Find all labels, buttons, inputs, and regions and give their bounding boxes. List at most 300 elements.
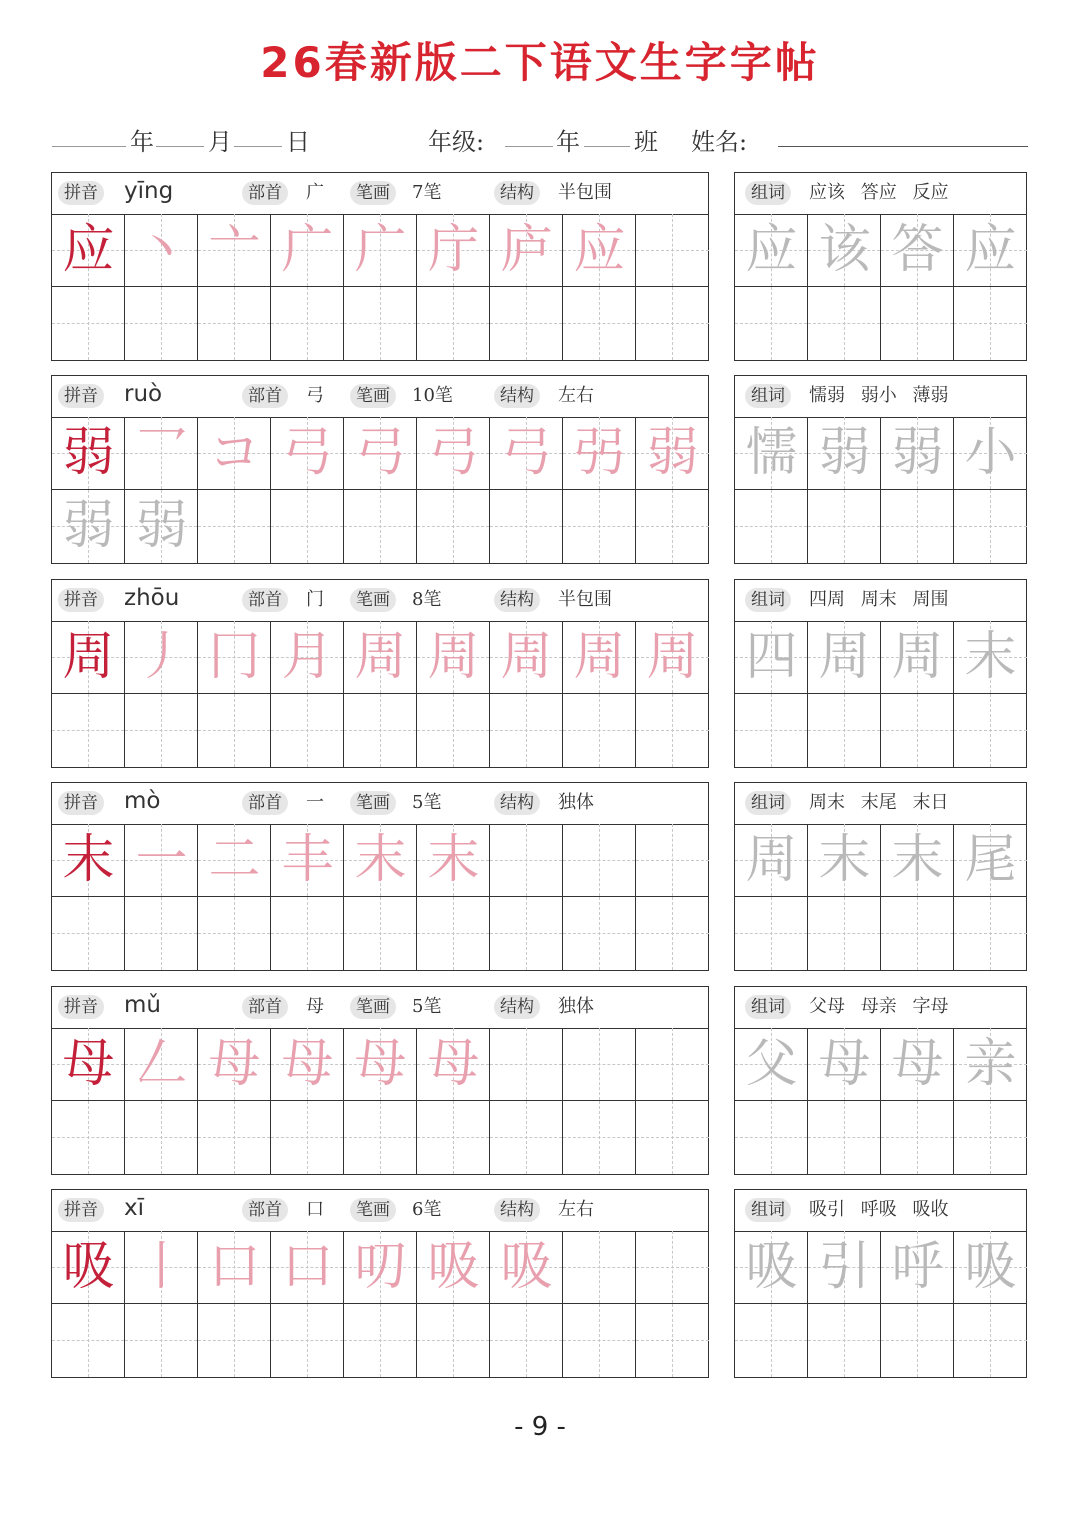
grid-cell[interactable] — [954, 287, 1027, 360]
char-block — [0, 1189, 1080, 1379]
radical-value: 门 — [306, 589, 324, 610]
grid-cell[interactable] — [198, 417, 271, 490]
grid-cell[interactable] — [636, 490, 709, 563]
word-trace-char: 该 — [818, 220, 871, 280]
word-box — [734, 782, 1027, 971]
grid-cell[interactable] — [954, 417, 1027, 490]
strokes-tag: 笔画 — [350, 995, 396, 1019]
word-trace-char: 尾 — [964, 830, 1017, 890]
grid-cell[interactable] — [735, 1101, 808, 1174]
stroke-step-char: 末 — [354, 830, 407, 890]
stroke-step-char: 丿 — [135, 627, 188, 687]
pinyin-tag: 拼音 — [58, 791, 104, 815]
pinyin-value: xī — [124, 1195, 145, 1221]
grid-cell[interactable] — [125, 1101, 198, 1174]
char-block — [0, 375, 1080, 565]
grid-cell[interactable] — [344, 1304, 417, 1377]
grid-cell[interactable] — [52, 214, 125, 287]
word-trace-char: 应 — [964, 220, 1017, 280]
grid-cell[interactable] — [636, 897, 709, 970]
grid-cell[interactable] — [808, 490, 881, 563]
grade-year-label: 年 — [556, 128, 580, 156]
pinyin-value: zhōu — [124, 585, 180, 611]
grid-cell[interactable] — [636, 417, 709, 490]
grid-cell[interactable] — [271, 897, 344, 970]
structure-value: 半包围 — [558, 589, 612, 610]
stroke-step-char: 一 — [135, 830, 188, 890]
radical-tag: 部首 — [242, 995, 288, 1019]
grid-cell[interactable] — [198, 897, 271, 970]
grid-cell[interactable] — [125, 490, 198, 563]
word-trace-char: 周 — [745, 830, 798, 890]
page-number: - 9 - — [514, 1412, 566, 1442]
word-header — [735, 1190, 1026, 1232]
word-header — [735, 580, 1026, 622]
grid-cell[interactable] — [490, 1101, 563, 1174]
words-value: 应该 答应 反应 — [809, 182, 949, 203]
grid-cell[interactable] — [808, 694, 881, 767]
stroke-step-char: 母 — [354, 1034, 407, 1094]
words-tag: 组词 — [745, 384, 791, 408]
grid-cell[interactable] — [417, 824, 490, 897]
pinyin-tag: 拼音 — [58, 181, 104, 205]
grid-cell[interactable] — [125, 287, 198, 360]
grid-cell[interactable] — [563, 490, 636, 563]
radical-tag: 部首 — [242, 181, 288, 205]
grid-cell[interactable] — [344, 621, 417, 694]
words-tag: 组词 — [745, 791, 791, 815]
stroke-step-char: 母 — [281, 1034, 334, 1094]
grid-cell[interactable] — [344, 897, 417, 970]
strokes-tag: 笔画 — [350, 588, 396, 612]
grid-cell[interactable] — [563, 621, 636, 694]
grid-cell[interactable] — [735, 621, 808, 694]
practice-box — [51, 375, 709, 564]
grid-cell[interactable] — [808, 1101, 881, 1174]
grid-cell[interactable] — [881, 490, 954, 563]
grid-cell[interactable] — [52, 287, 125, 360]
char-block — [0, 172, 1080, 362]
grid-cell[interactable] — [52, 694, 125, 767]
words-tag: 组词 — [745, 995, 791, 1019]
structure-value: 独体 — [558, 996, 594, 1017]
char-info-header — [52, 987, 708, 1029]
grid-cell[interactable] — [417, 1231, 490, 1304]
grid-cell[interactable] — [735, 694, 808, 767]
grid-cell[interactable] — [344, 1028, 417, 1101]
grid-cell[interactable] — [636, 1028, 709, 1101]
grid-cell[interactable] — [735, 287, 808, 360]
strokes-value: 8笔 — [412, 589, 442, 610]
grid-cell[interactable] — [417, 1028, 490, 1101]
grid-cell[interactable] — [636, 1231, 709, 1304]
grade-blank[interactable] — [505, 146, 553, 147]
stroke-step-char: 𠃋 — [135, 1034, 188, 1094]
model-char: 弱 — [62, 423, 115, 483]
grid-cell[interactable] — [271, 490, 344, 563]
grid-cell[interactable] — [271, 417, 344, 490]
stroke-step-char: 母 — [427, 1034, 480, 1094]
grid-cell[interactable] — [52, 1101, 125, 1174]
stroke-step-char: 末 — [427, 830, 480, 890]
grid-cell[interactable] — [125, 417, 198, 490]
grid-cell[interactable] — [271, 694, 344, 767]
grid-cell[interactable] — [344, 417, 417, 490]
grid-cell[interactable] — [881, 214, 954, 287]
name-blank[interactable] — [778, 146, 1028, 147]
grid-cell[interactable] — [198, 1231, 271, 1304]
trace-char: 弱 — [62, 496, 115, 556]
grid-cell[interactable] — [198, 490, 271, 563]
grid-cell[interactable] — [881, 824, 954, 897]
words-value: 父母 母亲 字母 — [809, 996, 949, 1017]
char-block — [0, 782, 1080, 972]
grid-cell[interactable] — [808, 1304, 881, 1377]
grid-cell[interactable] — [954, 824, 1027, 897]
grid-cell[interactable] — [636, 214, 709, 287]
word-box — [734, 579, 1027, 768]
grid-cell[interactable] — [636, 621, 709, 694]
date-month-blank[interactable] — [156, 146, 204, 147]
pinyin-value: ruò — [124, 381, 163, 407]
structure-value: 半包围 — [558, 182, 612, 203]
grid-cell[interactable] — [563, 214, 636, 287]
grid-cell[interactable] — [198, 824, 271, 897]
grid-cell[interactable] — [808, 214, 881, 287]
strokes-tag: 笔画 — [350, 384, 396, 408]
grid-cell[interactable] — [417, 1304, 490, 1377]
grid-cell[interactable] — [52, 1304, 125, 1377]
grid-cell[interactable] — [563, 1304, 636, 1377]
char-info-header — [52, 376, 708, 418]
grid-cell[interactable] — [125, 897, 198, 970]
grid-cell[interactable] — [636, 694, 709, 767]
grid-cell[interactable] — [735, 897, 808, 970]
grid-cell[interactable] — [125, 621, 198, 694]
grid-cell[interactable] — [735, 214, 808, 287]
grid-cell[interactable] — [808, 1028, 881, 1101]
grid-cell[interactable] — [344, 694, 417, 767]
grid-cell[interactable] — [198, 694, 271, 767]
grid-cell[interactable] — [271, 621, 344, 694]
word-trace-char: 周 — [818, 627, 871, 687]
grid-cell[interactable] — [125, 214, 198, 287]
grid-cell[interactable] — [563, 1028, 636, 1101]
strokes-value: 5笔 — [412, 996, 442, 1017]
stroke-step-char: 应 — [573, 220, 626, 280]
grid-cell[interactable] — [490, 1304, 563, 1377]
grid-cell[interactable] — [636, 287, 709, 360]
stroke-step-char: 周 — [427, 627, 480, 687]
grid-cell[interactable] — [563, 1101, 636, 1174]
structure-value: 左右 — [558, 385, 594, 406]
date-day-label: 日 — [286, 128, 310, 156]
grid-cell[interactable] — [636, 1101, 709, 1174]
pinyin-value: yīng — [124, 178, 174, 204]
date-year-label: 年 — [130, 128, 154, 156]
word-trace-char: 吸 — [964, 1237, 1017, 1297]
pinyin-tag: 拼音 — [58, 384, 104, 408]
strokes-value: 7笔 — [412, 182, 442, 203]
words-value: 四周 周末 周围 — [809, 589, 949, 610]
grid-cell[interactable] — [271, 214, 344, 287]
stroke-step-char: 周 — [573, 627, 626, 687]
stroke-step-char: 庐 — [500, 220, 553, 280]
word-trace-char: 亲 — [964, 1034, 1017, 1094]
grid-cell[interactable] — [344, 824, 417, 897]
grid-cell[interactable] — [735, 417, 808, 490]
char-info-header — [52, 580, 708, 622]
grid-cell[interactable] — [881, 287, 954, 360]
date-month-label: 月 — [208, 128, 232, 156]
grid-cell[interactable] — [881, 1101, 954, 1174]
grid-cell[interactable] — [808, 287, 881, 360]
grid-cell[interactable] — [881, 694, 954, 767]
strokes-tag: 笔画 — [350, 791, 396, 815]
grid-cell[interactable] — [881, 417, 954, 490]
grid-cell[interactable] — [636, 824, 709, 897]
grid-cell[interactable] — [735, 490, 808, 563]
stroke-step-char: 周 — [354, 627, 407, 687]
word-trace-char: 母 — [818, 1034, 871, 1094]
info-row — [0, 118, 1080, 158]
grid-cell[interactable] — [636, 1304, 709, 1377]
grid-cell[interactable] — [125, 1028, 198, 1101]
grid-cell[interactable] — [808, 1231, 881, 1304]
word-header — [735, 987, 1026, 1029]
class-blank[interactable] — [584, 146, 630, 147]
model-char: 母 — [62, 1034, 115, 1094]
grid-cell[interactable] — [52, 897, 125, 970]
grid-cell[interactable] — [735, 1231, 808, 1304]
stroke-step-char: 丰 — [281, 830, 334, 890]
grid-cell[interactable] — [198, 1304, 271, 1377]
grid-cell[interactable] — [563, 694, 636, 767]
stroke-step-char: コ — [208, 423, 261, 483]
grid-cell[interactable] — [271, 287, 344, 360]
grid-cell[interactable] — [52, 621, 125, 694]
radical-value: 口 — [306, 1199, 324, 1220]
word-trace-char: 呼 — [891, 1237, 944, 1297]
grid-cell[interactable] — [198, 214, 271, 287]
word-trace-char: 懦 — [745, 423, 798, 483]
grid-cell[interactable] — [490, 897, 563, 970]
trace-char: 弱 — [135, 496, 188, 556]
grid-cell[interactable] — [563, 417, 636, 490]
grid-cell[interactable] — [808, 417, 881, 490]
grid-cell[interactable] — [954, 1101, 1027, 1174]
stroke-step-char: 吸 — [500, 1237, 553, 1297]
grid-cell[interactable] — [490, 824, 563, 897]
word-header — [735, 783, 1026, 825]
grid-cell[interactable] — [735, 1028, 808, 1101]
grid-cell[interactable] — [52, 417, 125, 490]
word-trace-char: 弱 — [891, 423, 944, 483]
grid-cell[interactable] — [417, 287, 490, 360]
structure-tag: 结构 — [494, 588, 540, 612]
grid-cell[interactable] — [490, 287, 563, 360]
grid-cell[interactable] — [344, 1231, 417, 1304]
grid-cell[interactable] — [563, 1231, 636, 1304]
grid-cell[interactable] — [125, 824, 198, 897]
grid-cell[interactable] — [735, 824, 808, 897]
grid-cell[interactable] — [417, 621, 490, 694]
grid-cell[interactable] — [344, 214, 417, 287]
stroke-step-char: 弓 — [354, 423, 407, 483]
word-header — [735, 376, 1026, 418]
stroke-step-char: 冂 — [208, 627, 261, 687]
words-value: 懦弱 弱小 薄弱 — [809, 385, 949, 406]
grid-cell[interactable] — [344, 1101, 417, 1174]
grid-cell[interactable] — [954, 897, 1027, 970]
radical-tag: 部首 — [242, 588, 288, 612]
grid-cell[interactable] — [417, 694, 490, 767]
stroke-step-char: 周 — [500, 627, 553, 687]
radical-tag: 部首 — [242, 1198, 288, 1222]
grid-cell[interactable] — [490, 214, 563, 287]
strokes-tag: 笔画 — [350, 181, 396, 205]
grid-cell[interactable] — [954, 1028, 1027, 1101]
stroke-step-char: 丶 — [135, 220, 188, 280]
grid-cell[interactable] — [808, 824, 881, 897]
strokes-tag: 笔画 — [350, 1198, 396, 1222]
stroke-step-char: 丨 — [135, 1237, 188, 1297]
words-tag: 组词 — [745, 588, 791, 612]
pinyin-tag: 拼音 — [58, 588, 104, 612]
grid-cell[interactable] — [271, 824, 344, 897]
grid-cell[interactable] — [417, 417, 490, 490]
stroke-step-char: 弜 — [573, 423, 626, 483]
char-block — [0, 579, 1080, 769]
char-info-header — [52, 783, 708, 825]
grid-cell[interactable] — [954, 214, 1027, 287]
word-trace-char: 母 — [891, 1034, 944, 1094]
page-title: 26春新版二下语文生字字帖 — [260, 38, 820, 87]
grid-cell[interactable] — [344, 287, 417, 360]
word-trace-char: 吸 — [745, 1237, 798, 1297]
grade-label: 年级: — [428, 128, 485, 156]
grid-cell[interactable] — [954, 621, 1027, 694]
grid-cell[interactable] — [881, 621, 954, 694]
practice-box — [51, 1189, 709, 1378]
grid-cell[interactable] — [490, 417, 563, 490]
structure-tag: 结构 — [494, 995, 540, 1019]
grid-cell[interactable] — [52, 490, 125, 563]
grid-cell[interactable] — [563, 824, 636, 897]
word-box — [734, 1189, 1027, 1378]
stroke-step-char: 弓 — [281, 423, 334, 483]
grid-cell[interactable] — [52, 824, 125, 897]
word-trace-char: 弱 — [818, 423, 871, 483]
grid-cell[interactable] — [52, 1231, 125, 1304]
stroke-step-char: 广 — [354, 220, 407, 280]
grid-cell[interactable] — [954, 490, 1027, 563]
radical-value: 弓 — [306, 385, 324, 406]
word-trace-char: 末 — [891, 830, 944, 890]
pinyin-value: mǔ — [124, 992, 161, 1018]
grid-cell[interactable] — [417, 1101, 490, 1174]
stroke-step-char: 母 — [208, 1034, 261, 1094]
grid-cell[interactable] — [954, 1231, 1027, 1304]
grid-cell[interactable] — [881, 1231, 954, 1304]
grid-cell[interactable] — [198, 1028, 271, 1101]
practice-box — [51, 172, 709, 361]
grid-cell[interactable] — [271, 1304, 344, 1377]
grid-cell[interactable] — [808, 621, 881, 694]
grid-cell[interactable] — [563, 287, 636, 360]
grid-cell[interactable] — [271, 1231, 344, 1304]
grid-cell[interactable] — [198, 621, 271, 694]
grid-cell[interactable] — [52, 1028, 125, 1101]
grid-cell[interactable] — [490, 621, 563, 694]
grid-cell[interactable] — [954, 694, 1027, 767]
grid-cell[interactable] — [125, 694, 198, 767]
word-trace-char: 引 — [818, 1237, 871, 1297]
date-year-blank[interactable] — [52, 146, 126, 147]
word-box — [734, 172, 1027, 361]
model-char: 末 — [62, 830, 115, 890]
stroke-step-char: 亠 — [208, 220, 261, 280]
structure-tag: 结构 — [494, 181, 540, 205]
grid-cell[interactable] — [417, 897, 490, 970]
pinyin-value: mò — [124, 788, 161, 814]
stroke-step-char: 庁 — [427, 220, 480, 280]
grid-cell[interactable] — [125, 1231, 198, 1304]
model-char: 周 — [62, 627, 115, 687]
word-trace-char: 周 — [891, 627, 944, 687]
grid-cell[interactable] — [881, 897, 954, 970]
grid-cell[interactable] — [125, 1304, 198, 1377]
practice-box — [51, 579, 709, 768]
grid-cell[interactable] — [881, 1304, 954, 1377]
word-trace-char: 答 — [891, 220, 944, 280]
radical-tag: 部首 — [242, 384, 288, 408]
model-char: 应 — [62, 220, 115, 280]
structure-tag: 结构 — [494, 1198, 540, 1222]
grid-cell[interactable] — [271, 1101, 344, 1174]
grid-cell[interactable] — [344, 490, 417, 563]
grid-cell[interactable] — [735, 1304, 808, 1377]
grid-cell[interactable] — [490, 490, 563, 563]
radical-value: 广 — [306, 182, 324, 203]
grid-cell[interactable] — [490, 1028, 563, 1101]
grid-cell[interactable] — [198, 1101, 271, 1174]
word-trace-char: 末 — [818, 830, 871, 890]
grid-cell[interactable] — [490, 1231, 563, 1304]
grid-cell[interactable] — [417, 490, 490, 563]
date-day-blank[interactable] — [234, 146, 282, 147]
grid-cell[interactable] — [808, 897, 881, 970]
word-trace-char: 应 — [745, 220, 798, 280]
grid-cell[interactable] — [954, 1304, 1027, 1377]
name-label: 姓名: — [691, 128, 748, 156]
word-box — [734, 375, 1027, 564]
grid-cell[interactable] — [271, 1028, 344, 1101]
grid-cell[interactable] — [881, 1028, 954, 1101]
radical-value: 母 — [306, 996, 324, 1017]
grid-cell[interactable] — [563, 897, 636, 970]
practice-box — [51, 986, 709, 1175]
stroke-step-char: 吸 — [427, 1237, 480, 1297]
char-block — [0, 986, 1080, 1176]
practice-box — [51, 782, 709, 971]
pinyin-tag: 拼音 — [58, 995, 104, 1019]
structure-tag: 结构 — [494, 384, 540, 408]
grid-cell[interactable] — [417, 214, 490, 287]
grid-cell[interactable] — [490, 694, 563, 767]
radical-value: 一 — [306, 792, 324, 813]
grid-cell[interactable] — [198, 287, 271, 360]
